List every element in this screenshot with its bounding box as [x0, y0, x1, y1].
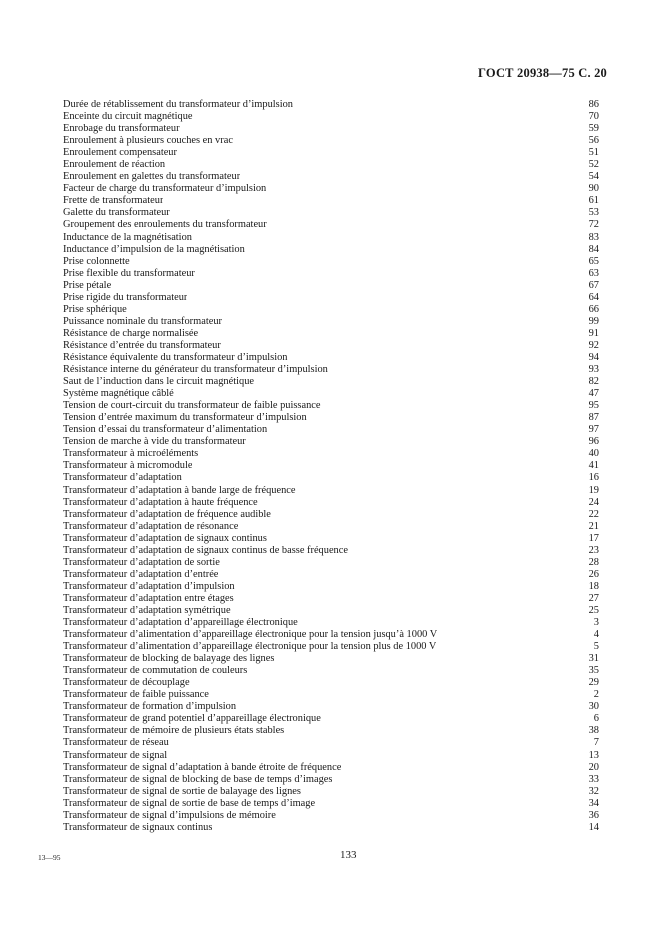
index-entry [63, 593, 599, 605]
index-page-ref: 34 [588, 797, 599, 809]
index-term: Transformateur d’adaptation de résonance [63, 520, 239, 532]
footer-code: 13—95 [38, 853, 61, 862]
index-term: Inductance d’impulsion de la magnétisation [63, 243, 245, 255]
index-term: Transformateur d’adaptation symétrique [63, 604, 231, 616]
index-entry [63, 629, 599, 641]
index-term: Groupement des enroulements du transformateur [63, 219, 267, 231]
index-term: Transformateur à micromodule [63, 460, 193, 472]
index-page-ref: 61 [588, 195, 599, 207]
index-term: Transformateur de réseau [63, 737, 169, 749]
index-term: Transformateur d’adaptation à bande large de fréquence [63, 484, 296, 496]
index-entry [63, 159, 599, 171]
index-term: Transformateur d’alimentation d’appareillage électronique pour la tension jusqu’à 1000 V [63, 629, 438, 641]
index-entry [63, 762, 599, 774]
index-entry [63, 774, 599, 786]
index-entry [63, 533, 599, 545]
index-entry [63, 641, 599, 653]
index-entry [63, 521, 599, 533]
index-term: Frette de transformateur [63, 195, 164, 207]
index-entry [63, 147, 599, 159]
index-entry [63, 750, 599, 762]
index-entry [63, 701, 599, 713]
index-page-ref: 25 [588, 604, 599, 616]
index-entry [63, 316, 599, 328]
index-page-ref: 19 [588, 484, 599, 496]
index-page-ref: 40 [588, 448, 599, 460]
index-entry [63, 665, 599, 677]
index-term: Prise pétale [63, 279, 112, 291]
index-entry [63, 123, 599, 135]
index-page-ref: 17 [588, 532, 599, 544]
index-term: Transformateur de blocking de balayage des lignes [63, 653, 275, 665]
index-entry [63, 219, 599, 231]
index-term: Tension de marche à vide du transformateur [63, 436, 246, 448]
index-entry [63, 822, 599, 834]
index-entry [63, 340, 599, 352]
index-entry [63, 364, 599, 376]
index-term: Résistance interne du générateur du transformateur d’impulsion [63, 364, 328, 376]
index-page-ref: 90 [588, 183, 599, 195]
index-page-ref: 97 [588, 424, 599, 436]
index-term: Tension d’essai du transformateur d’alimentation [63, 424, 268, 436]
index-term: Transformateur de signal de sortie de balayage des lignes [63, 785, 301, 797]
index-page-ref: 91 [588, 327, 599, 339]
index-page-ref: 20 [588, 761, 599, 773]
index-term: Prise rigide du transformateur [63, 291, 188, 303]
index-term: Durée de rétablissement du transformateur d’impulsion [63, 99, 293, 110]
index-term: Transformateur d’adaptation de sortie [63, 556, 220, 568]
index-term: Transformateur d’adaptation d’appareillage électronique [63, 617, 298, 629]
index-page-ref: 47 [588, 388, 599, 400]
index-term: Transformateur de grand potentiel d’appareillage électronique [63, 713, 321, 725]
index-entry [63, 460, 599, 472]
index-term: Enroulement en galettes du transformateur [63, 171, 241, 183]
index-term: Transformateur de mémoire de plusieurs états stables [63, 725, 285, 737]
index-term: Transformateur d’adaptation [63, 472, 182, 484]
index-entry [63, 376, 599, 388]
index-entry [63, 713, 599, 725]
index-page-ref: 35 [588, 665, 599, 677]
index-entry [63, 557, 599, 569]
index-term: Transformateur de signal de sortie de base de temps d’image [63, 797, 316, 809]
index-list [63, 99, 599, 834]
index-term: Enroulement à plusieurs couches en vrac [63, 135, 233, 147]
index-term: Tension de court-circuit du transformateur de faible puissance [63, 400, 321, 412]
index-page-ref: 31 [588, 653, 599, 665]
index-entry [63, 328, 599, 340]
index-page-ref: 13 [588, 749, 599, 761]
index-page-ref: 5 [593, 641, 599, 653]
index-term: Transformateur de signal de blocking de base de temps d’images [63, 773, 333, 785]
index-page-ref: 27 [588, 592, 599, 604]
index-entry [63, 183, 599, 195]
index-entry [63, 677, 599, 689]
index-entry [63, 135, 599, 147]
index-page-ref: 51 [588, 147, 599, 159]
index-term: Enrobage du transformateur [63, 123, 180, 135]
index-term: Système magnétique câblé [63, 388, 174, 400]
index-term: Transformateur de signal d’adaptation à bande étroite de fréquence [63, 761, 342, 773]
index-term: Saut de l’induction dans le circuit magnétique [63, 376, 255, 388]
index-page-ref: 95 [588, 400, 599, 412]
index-entry [63, 400, 599, 412]
index-entry [63, 810, 599, 822]
index-entry [63, 304, 599, 316]
index-term: Résistance de charge normalisée [63, 327, 199, 339]
index-page-ref: 53 [588, 207, 599, 219]
index-page-ref: 65 [588, 255, 599, 267]
index-entry [63, 280, 599, 292]
index-page-ref: 86 [588, 99, 599, 110]
index-entry [63, 485, 599, 497]
index-page-ref: 83 [588, 231, 599, 243]
index-term: Transformateur d’adaptation de fréquence audible [63, 508, 271, 520]
index-term: Prise sphérique [63, 303, 127, 315]
index-entry [63, 617, 599, 629]
index-term: Résistance d’entrée du transformateur [63, 339, 221, 351]
index-entry [63, 581, 599, 593]
index-term: Transformateur d’adaptation de signaux continus de basse fréquence [63, 544, 348, 556]
index-page-ref: 94 [588, 351, 599, 363]
index-page-ref: 93 [588, 364, 599, 376]
index-entry [63, 436, 599, 448]
index-entry [63, 605, 599, 617]
index-term: Transformateur de signal d’impulsions de mémoire [63, 809, 276, 821]
index-entry [63, 509, 599, 521]
index-term: Transformateur d’adaptation à haute fréquence [63, 496, 258, 508]
index-entry [63, 653, 599, 665]
index-page-ref: 63 [588, 267, 599, 279]
index-term: Transformateur de commutation de couleurs [63, 665, 248, 677]
page-header: ГОСТ 20938—75 С. 20 [478, 66, 607, 80]
index-page-ref: 21 [588, 520, 599, 532]
index-page-ref: 92 [588, 339, 599, 351]
index-page-ref: 99 [588, 315, 599, 327]
index-term: Enroulement compensateur [63, 147, 177, 159]
index-page-ref: 29 [588, 677, 599, 689]
index-entry [63, 786, 599, 798]
index-entry [63, 207, 599, 219]
index-page-ref: 14 [588, 821, 599, 833]
index-entry [63, 268, 599, 280]
index-term: Transformateur d’adaptation entre étages [63, 592, 234, 604]
index-page-ref: 4 [593, 629, 599, 641]
index-page-ref: 33 [588, 773, 599, 785]
index-page-ref: 30 [588, 701, 599, 713]
index-page-ref: 16 [588, 472, 599, 484]
index-term: Transformateur de formation d’impulsion [63, 701, 237, 713]
index-page-ref: 38 [588, 725, 599, 737]
index-term: Tension d’entrée maximum du transformateur d’impulsion [63, 412, 307, 424]
index-page-ref: 66 [588, 303, 599, 315]
index-page-ref: 96 [588, 436, 599, 448]
index-page-ref: 67 [588, 279, 599, 291]
index-page-ref: 54 [588, 171, 599, 183]
index-entry [63, 737, 599, 749]
index-term: Prise flexible du transformateur [63, 267, 195, 279]
index-page-ref: 23 [588, 544, 599, 556]
index-term: Enroulement de réaction [63, 159, 166, 171]
index-term: Prise colonnette [63, 255, 130, 267]
index-term: Transformateur de faible puissance [63, 689, 209, 701]
index-page-ref: 59 [588, 123, 599, 135]
index-term: Transformateur de signal [63, 749, 168, 761]
index-page-ref: 56 [588, 135, 599, 147]
index-term: Puissance nominale du transformateur [63, 315, 222, 327]
index-entry [63, 232, 599, 244]
index-term: Inductance de la magnétisation [63, 231, 192, 243]
index-entry [63, 689, 599, 701]
index-term: Galette du transformateur [63, 207, 170, 219]
index-term: Transformateur d’alimentation d’appareillage électronique pour la tension plus de 1000 V [63, 641, 437, 653]
index-entry [63, 725, 599, 737]
page-number: 133 [340, 849, 357, 861]
index-entry [63, 292, 599, 304]
index-page-ref: 28 [588, 556, 599, 568]
index-entry [63, 99, 599, 111]
index-entry [63, 545, 599, 557]
index-page-ref: 72 [588, 219, 599, 231]
index-entry [63, 569, 599, 581]
index-term: Transformateur de découplage [63, 677, 190, 689]
index-page-ref: 6 [593, 713, 599, 725]
index-page-ref: 52 [588, 159, 599, 171]
index-entry [63, 352, 599, 364]
index-entry [63, 195, 599, 207]
index-term: Enceinte du circuit magnétique [63, 111, 193, 123]
index-term: Résistance équivalente du transformateur d’impulsion [63, 351, 288, 363]
index-term: Transformateur à microéléments [63, 448, 199, 460]
index-page-ref: 18 [588, 580, 599, 592]
index-page-ref: 24 [588, 496, 599, 508]
index-term: Facteur de charge du transformateur d’impulsion [63, 183, 267, 195]
index-page-ref: 87 [588, 412, 599, 424]
index-term: Transformateur d’adaptation d’impulsion [63, 580, 235, 592]
index-entry [63, 111, 599, 123]
index-entry [63, 472, 599, 484]
index-entry [63, 798, 599, 810]
index-page-ref: 84 [588, 243, 599, 255]
index-page-ref: 32 [588, 785, 599, 797]
index-entry [63, 448, 599, 460]
index-page-ref: 82 [588, 376, 599, 388]
index-entry [63, 244, 599, 256]
index-page-ref: 41 [588, 460, 599, 472]
index-entry [63, 412, 599, 424]
index-entry [63, 256, 599, 268]
index-term: Transformateur d’adaptation de signaux continus [63, 532, 267, 544]
index-page-ref: 22 [588, 508, 599, 520]
index-page-ref: 7 [593, 737, 599, 749]
index-entry [63, 497, 599, 509]
index-page-ref: 26 [588, 568, 599, 580]
index-entry [63, 171, 599, 183]
index-entry [63, 388, 599, 400]
index-page-ref: 36 [588, 809, 599, 821]
index-term: Transformateur d’adaptation d’entrée [63, 568, 219, 580]
index-term: Transformateur de signaux continus [63, 821, 213, 833]
index-page-ref: 70 [588, 111, 599, 123]
index-page-ref: 64 [588, 291, 599, 303]
index-page-ref: 3 [593, 617, 599, 629]
index-entry [63, 424, 599, 436]
index-page-ref: 2 [593, 689, 599, 701]
